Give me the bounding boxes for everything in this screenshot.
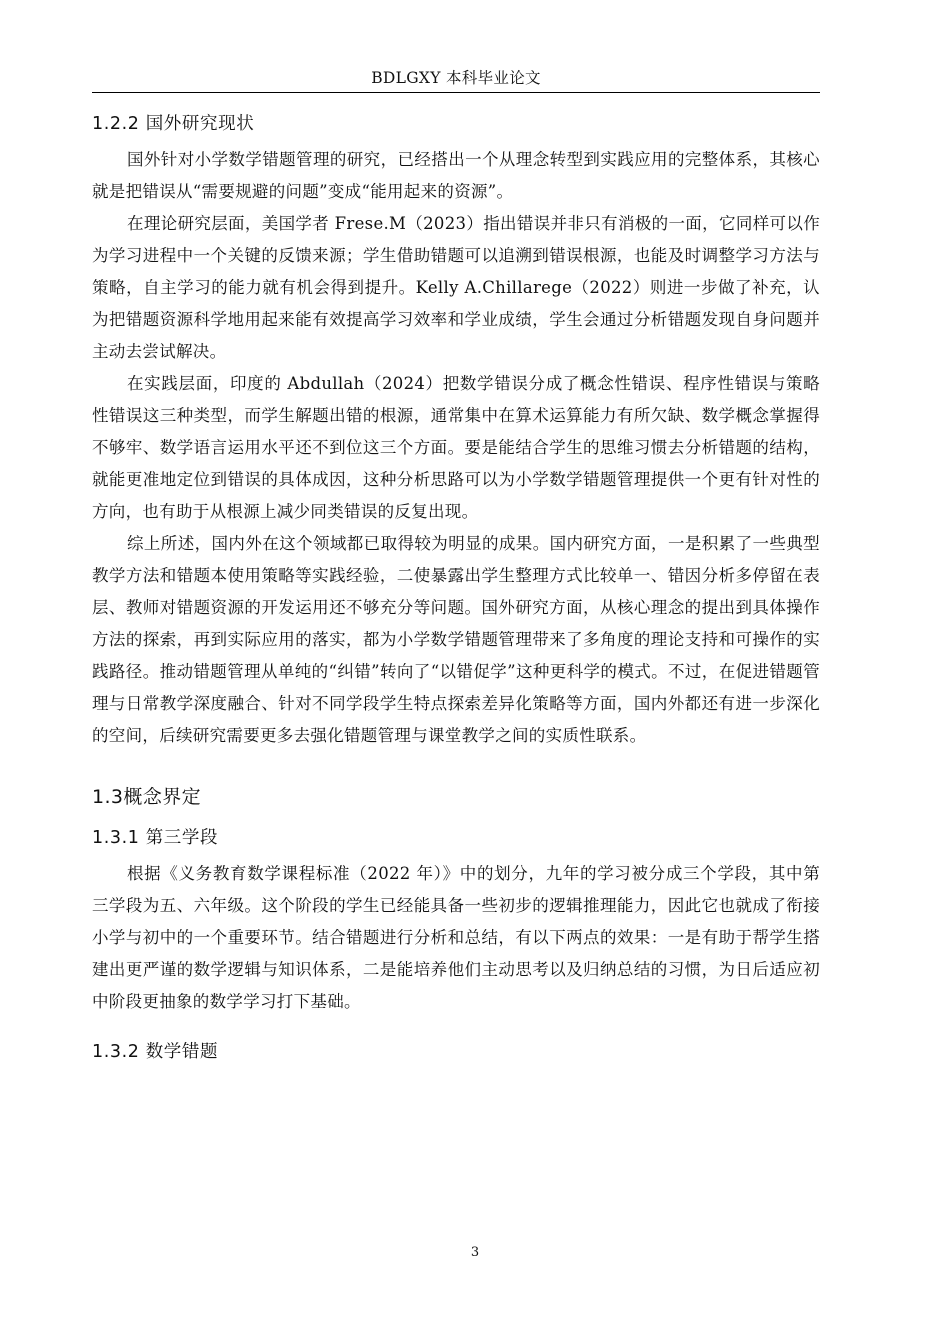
section-heading-1-3-1: 1.3.1 第三学段: [92, 828, 219, 848]
paragraph: 根据《义务教育数学课程标准（2022 年）》中的划分，九年的学习被分成三个学段，其中第三学段为五、六年级。这个阶段的学生已经能具备一些初步的逻辑推理能力，因此它也就成了衔接小学与初中的一个重要环节。结合错题进行分析和总结，有以下两点的效果：一是有助于帮学生搭建出更严谨的数学逻辑与知识体系，二是能培养他们主动思考以及归纳总结的习惯，为日后适应初中阶段更抽象的数学学习打下基础。: [92, 864, 820, 1011]
paragraph: 国外针对小学数学错题管理的研究，已经搭出一个从理念转型到实践应用的完整体系，其核心就是把错误从“需要规避的问题”变成“能用起来的资源”。: [92, 150, 820, 201]
page-number: 3: [470, 1245, 480, 1260]
header-title: BDLGXY 本科毕业论文: [371, 69, 541, 87]
section-heading-1-3-2: 1.3.2 数学错题: [92, 1042, 219, 1062]
section-1-3-1: [92, 824, 820, 1018]
paragraph: 综上所述，国内外在这个领域都已取得较为明显的成果。国内研究方面，一是积累了一些典型教学方法和错题本使用策略等实践经验，二使暴露出学生整理方式比较单一、错因分析多停留在表层、教师对错题资源的开发运用还不够充分等问题。国外研究方面，从核心理念的提出到具体操作方法的探索，再到实际应用的落实，都为小学数学错题管理带来了多角度的理论支持和可操作的实践路径。推动错题管理从单纯的“纠错”转向了“以错促学”这种更科学的模式。不过，在促进错题管理与日常教学深度融合、针对不同学段学生特点探索差异化策略等方面，国内外都还有进一步深化的空间，后续研究需要更多去强化错题管理与课堂教学之间的实质性联系。: [92, 534, 820, 745]
paragraph: 在理论研究层面，美国学者 Frese.M（2023）指出错误并非只有消极的一面，它同样可以作为学习进程中一个关键的反馈来源；学生借助错题可以追溯到错误根源，也能及时调整学习方法与策略，自主学习的能力就有机会得到提升。Kelly A.Chillarege（2022）则进一步做了补充，认为把错题资源科学地用起来能有效提高学习效率和学业成绩，学生会通过分析错题发现自身问题并主动去尝试解决。: [92, 214, 820, 361]
header-rule: [92, 92, 820, 93]
section-heading-1-3: 1.3概念界定: [92, 786, 202, 808]
page-body: [92, 110, 820, 1066]
section-1-3-2: [92, 1038, 820, 1066]
section-1-2-2: [92, 110, 820, 752]
paragraph: 在实践层面，印度的 Abdullah（2024）把数学错误分成了概念性错误、程序性错误与策略性错误这三种类型，而学生解题出错的根源，通常集中在算术运算能力有所欠缺、数学概念掌握得不够牢、数学语言运用水平还不到位这三个方面。要是能结合学生的思维习惯去分析错题的结构，就能更准地定位到错误的具体成因，这种分析思路可以为小学数学错题管理提供一个更有针对性的方向，也有助于从根源上减少同类错误的反复出现。: [92, 374, 820, 521]
section-1-3: [92, 782, 820, 812]
section-heading-1-2-2: 1.2.2 国外研究现状: [92, 114, 255, 134]
